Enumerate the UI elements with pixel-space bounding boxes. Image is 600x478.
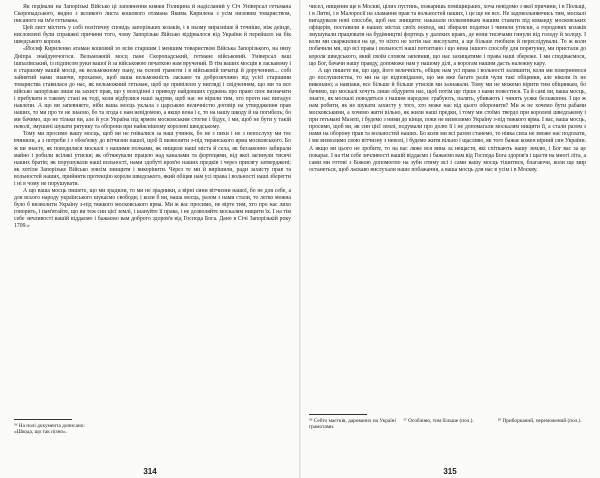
page-number-left: 314 bbox=[143, 467, 157, 476]
footnote: ²⁷ Особливо, тим більше (пол.). bbox=[403, 418, 474, 424]
right-paragraph: чисел, нищення ще в Москві, цілих пустинь, пожаришь поміщицьких, хоча невідомо з якої причини, і в Польщі, і в Литві, і в Малоросії на зламання прав та вольностей наших, і це ще не все. Не задовольняючись тим, москалі вигадували нові способи, щоб нас знищити: наказали полковникам нашим ставати під команду московських офіцерів, поставили в наших містах своїх воєвод, які збирали податки і чинили утиски, а городових козаків змушували працювати на будівництві фортець у далеких краях, де вони тисячами гинули від голоду й холоду. І коли ми скаржилися на це, то ніхто не хотів нас вислухати, а ще більше гнобили й переслідували. То ж коли побачили ми, що всі права і вольності наші потоптано і що нема іншого способу для порятунку, ми пристали до короля шведського, який своїм словом запевнив, що нас захищатиме і права наші збереже. І ми сподіваємося, що Бог, бачачи нашу правду, допоможе нам у нашому ділі, а ворогам нашим дасть належну кару. bbox=[309, 4, 586, 67]
right-page bbox=[300, 0, 600, 478]
left-paragraph: Цей лист містить у собі політичну сповідь запорізьких козаків, і в ньому виразніше й точніше, ніж деінде, висловлені були справжні причини того, чому Запорізьке Військо відірвалося від України й перейшло на бік шведського короля. bbox=[14, 25, 291, 46]
left-paragraph: Тому ми просимо вашу мосць, щоб ви не гнівалися за наш учинок, бо не з пихи і не з непослуху ми теє вчинили, а з потреби і з обов'язку до вітчизни нашої, щоб її визволити з-під тиранського ярма московського. Бо ж ви знаєте, як поводилися москалі з нашими полками, як нищили наші міста й села, як беззаконно забирали майно і робили всілякі утиски; як обтяжували працею над каналами та фортецями, від якої загинули тисячі наших братів; як порушували наші вольності, нами здобуті кров'ю наших предків і через присягу затверджені; як хотіли Запорізьке Військо зовсім знищити і викорінити. Через те ми й вирішили, ради захисту прав та вольностей наших, прийняти протекцію короля шведського, який обіцяв нам усі права і вольності наші зберегти і ні в чому не порушувати. bbox=[14, 131, 291, 187]
right-footnotes bbox=[309, 418, 586, 431]
left-paragraph: Як подівали на Запорізькі Військо ці заповнення княжя Голицина й надісланий у Січ Універсал гетьмана Скоропадського, видно з великого листа кошового отамана Якима Кирилена з усім низовим товариством, писаного на ім'я гетьмана. bbox=[14, 4, 291, 25]
footnote: ²⁶ Себто маєтків, дарованих на Україні грамотами. bbox=[309, 418, 396, 431]
footnote: ²⁶ На полі документа дописано: «Шкода, що так пізно». bbox=[14, 423, 85, 436]
page-number-right: 315 bbox=[443, 467, 457, 476]
footnote-rule bbox=[14, 419, 72, 420]
left-paragraph: А що ваша мосць пишете, що ми зрадили, то ми не зрадники, а вірні сини вітчизни нашої, бо не для себе, а для всього народу українського шукаємо свободи; і коли б ви, ваша мосць, разом з нами стали, то легко можна було б визволити Україну з-під тяжкого московського ярма. Ми ж вас просимо, не вірте тим, хто про нас лихо говорить, і пам'ятайте, що ви теж син цієї землі, і шануйте її права, і не дозволяйте москалям нищити їх. І на тім себе зичливості вашій віддаємо і бажаємо вам доброго здоров'я від Господа Бога. Дано в Січі Запорізькій року 1709.» bbox=[14, 188, 291, 230]
right-page-body bbox=[309, 4, 586, 411]
right-paragraph: А що пишете ви, що цар, його величність, обіцяє нам усі права і вольності залишити, коли ми повернемося до послушенства, то ми на це відповідаємо, що ми вже багато разів чули такі обіцянки, але ніколи їх не виконано; а навпаки, все більше й більше утисків ми зазнавали. Тому ми не можемо вірити тим обіцянкам, бо бачимо, що москалі хочуть лише обдурити нас, щоб потім ще гірше з нами повестися. Та й самі ви, ваша мосць, знаєте, як москалі поводяться з нашим народом: грабують, палять, убивають і чинять усяке беззаконня. І що ж нам робити, як не шукати захисту у того, хто може нас від цього оборонити? Ми ж не хочемо бути рабами московськими, а хочемо жити вільно, як жили наші предки, і тому ми стоїмо твердо при королеві шведському і при гетьмані Мазепі, і будемо з ними до кінця, поки не визволимо Україну з-під тяжкого ярма. І вас, ваша мосць, просимо, щоб ви, як син цієї землі, подумали про долю її і не допомагали москалям нищити її, а стали разом з нами на оборону прав та вольностей наших. Бо коли ми всі разом станемо, то ніяка сила не зможе нас подолати, і ми визволимо свою вітчизну з неволі, і будемо жити вільно і щасливо, як того бажає кожен вірний син України. А якщо ви цього не зробите, то на вас ляже вся вина за нещастя, які спіткають нашу землю, і Бог вас за це покарає. І на тім себе зичливості вашій віддаємо і бажаємо вам від Господа Бога здоров'я і щастя на многі літа, а сами ми готові з Божою допомогою на зуби отиму всі і сами вашу мосць тішитися, благаючи, коли ще мир останеться, щоб ласкаво вислухали наше побажання, а ваша мосць для нас в усім і в Москву. bbox=[309, 67, 586, 173]
footnote-rule bbox=[309, 414, 367, 415]
left-footnotes bbox=[14, 423, 291, 436]
left-paragraph: «Йосиф Кириленко атаман кошовий зо всім старшим і меншим товариством Війська Запорізького, на низу Дніпра знайдуючогося. Вельможній мосц пане Скоропадський, гетмане військовий. Універсал ваш ішпалівський, із підписом руки вашої й за військовою печаткою нам вручений. В тім ваших мосців в ласкавому і в старшому вашій мосці, як вельможному пану, на основі грамоти і в військовій печатці й дорученнях... собі зайнятий нами знаючи, прохаемо, щоб ваша вельможність ласкаво та доброзичливо від усієї старшини товариства ставилася до нас, як вельможний гетьман, щоб це привілеєм у вигляді і свідченням, що ми та все військо запорізьке лише на захист прав, що у володінні з приводу найдовших суджень про право своє визначати і пребувати в такому стані як тоді, коли відбулися наші задуми, щоб нас не вірили тим, хто проти нас вигадує наклепи. А що ви запевняєте, ніби ваша мосць уклала з царською величністю договір на утвердження прав наших, то ми про те не знаємо, бо та згода є нам невідомою, а якщо вона і є, то на нашу шкоду й на погибель; бо ми бачимо, що не тільки ви, але й уся Україна під ярмом московським стогне і бідує, і ми, щоб не бути у такій неволі, змушені шукати рятунку та оборони при найяснішому королеві шведському. bbox=[14, 46, 291, 131]
left-page-body bbox=[14, 4, 291, 416]
footnote: ²⁸ Приборканий, переможений (пол.). bbox=[497, 418, 582, 424]
